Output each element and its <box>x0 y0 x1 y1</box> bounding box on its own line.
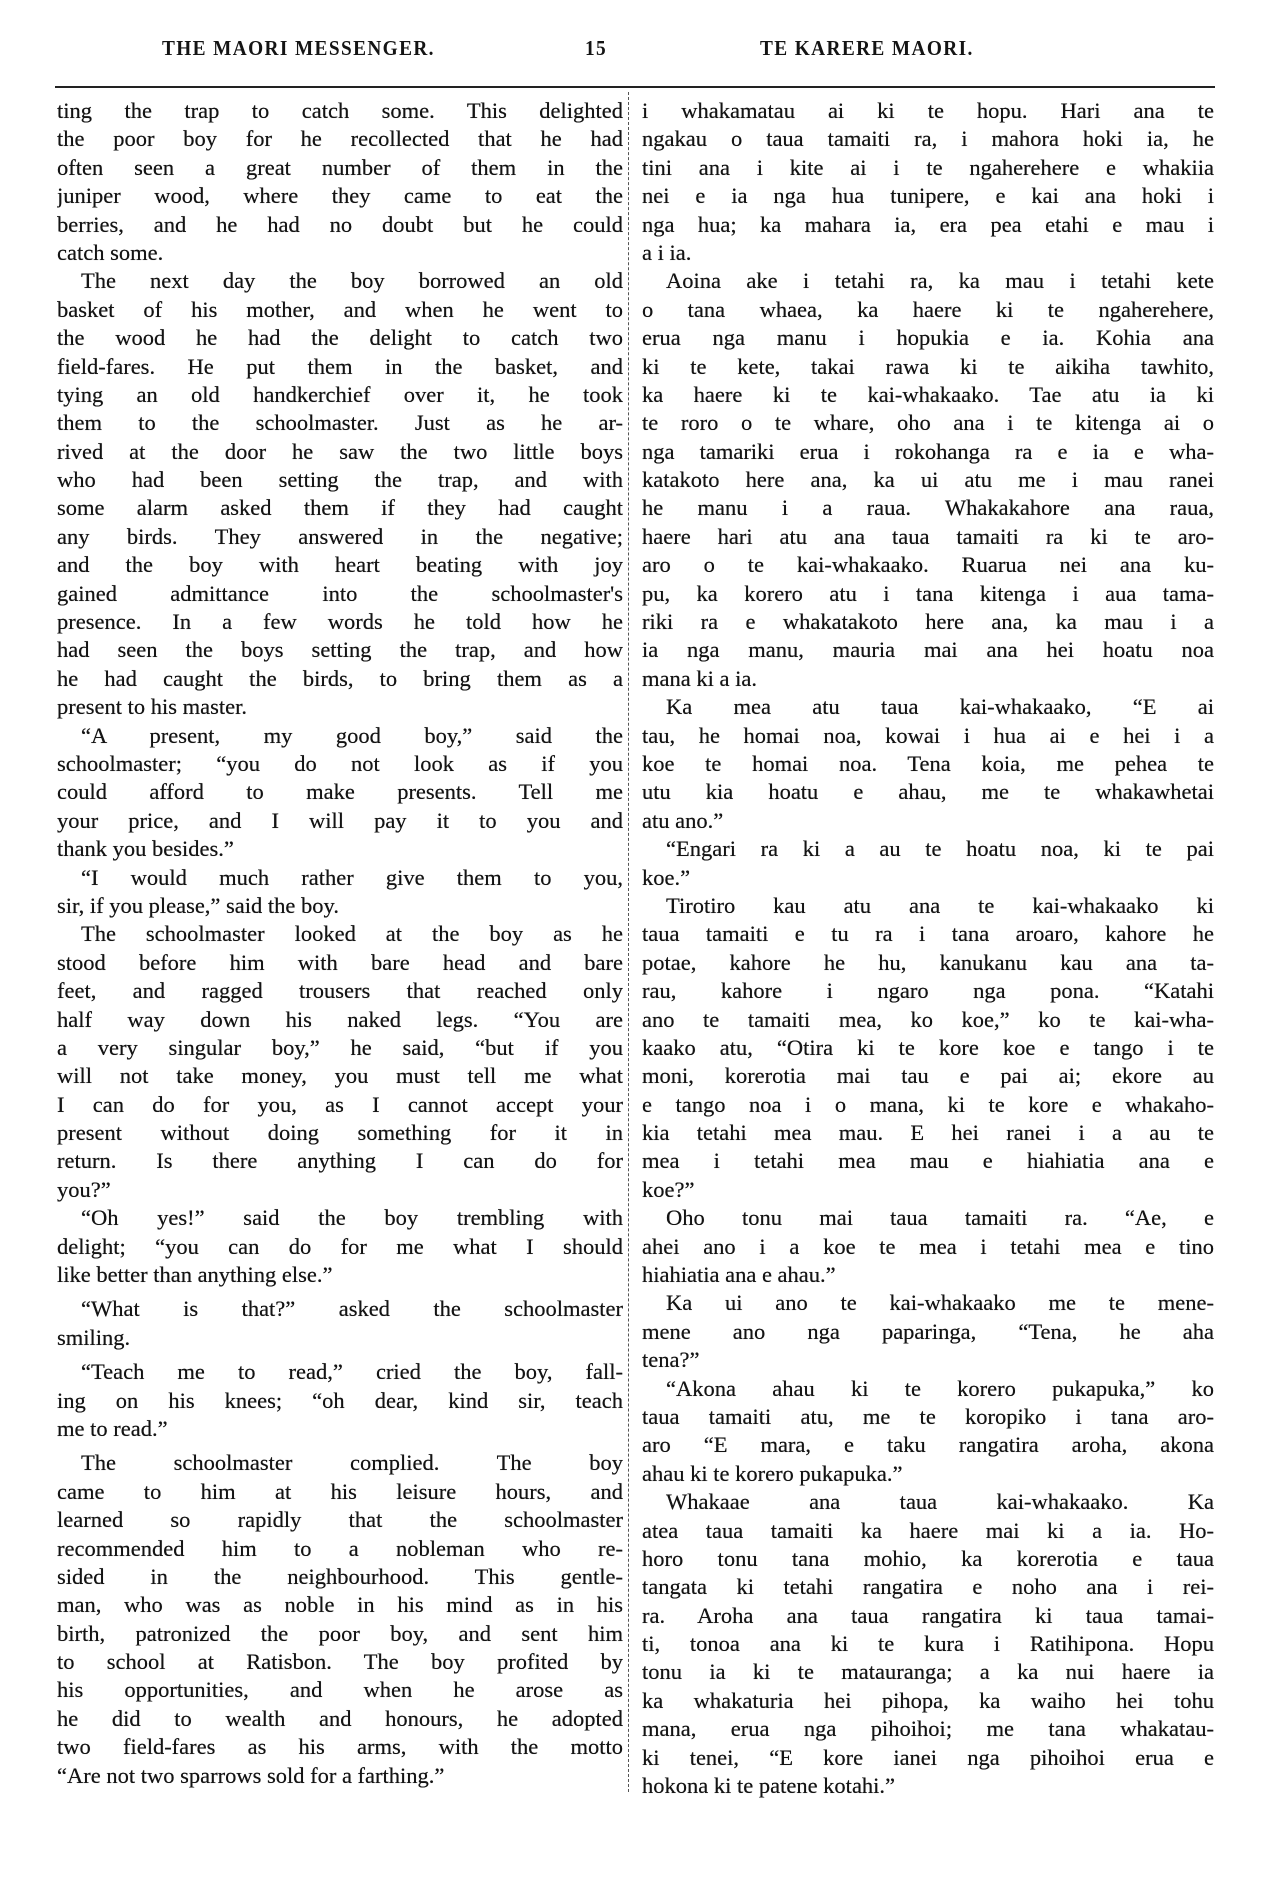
text-line: horo tonu tana mohio, ka korerotia e taua <box>642 1545 1214 1571</box>
text-line: moni, korerotia mai tau e pai ai; ekore au <box>642 1063 1214 1089</box>
text-line: thank you besides.” <box>57 836 234 862</box>
text-line: Ka ui ano te kai-whakaako me te mene- <box>666 1290 1214 1316</box>
text-line: present to his master. <box>57 694 247 720</box>
text-line: recommended him to a nobleman who re- <box>57 1535 623 1561</box>
text-line: sided in the neighbourhood. This gentle- <box>57 1563 623 1589</box>
text-line: taua tamaiti e tu ra i tana aroaro, kahore he <box>642 921 1214 947</box>
text-line: mea i tetahi mea mau e hiahiatia ana e <box>642 1148 1214 1174</box>
text-line: berries, and he had no doubt but he could <box>57 211 623 237</box>
text-line: ra. Aroha ana taua rangatira ki taua tamai- <box>642 1602 1214 1628</box>
text-line: two field-fares as his arms, with the motto <box>57 1734 623 1760</box>
text-line: to school at Ratisbon. The boy profited by <box>57 1649 623 1675</box>
text-line: gained admittance into the schoolmaster's <box>57 580 623 606</box>
text-line: ahei ano i a koe te mea i tetahi mea e tino <box>642 1233 1214 1259</box>
text-line: The next day the boy borrowed an old <box>81 268 623 294</box>
text-line: ka haere ki te kai-whakaako. Tae atu ia ki <box>642 381 1214 407</box>
text-line: tonu ia ki te matauranga; a ka nui haere ia <box>642 1659 1214 1685</box>
text-line: half way down his naked legs. “You are <box>57 1006 623 1032</box>
text-line: ing on his knees; “oh dear, kind sir, teach <box>57 1387 623 1413</box>
text-line: like better than anything else.” <box>57 1262 333 1288</box>
text-line: Ka mea atu taua kai-whakaako, “E ai <box>666 694 1214 720</box>
paragraph <box>642 1488 1214 1800</box>
paragraph <box>57 1358 623 1443</box>
text-line: te roro o te whare, oho ana i te kitenga ai o <box>642 410 1214 436</box>
text-line: tau, he homai noa, kowai i hua ai e hei i a <box>642 722 1214 748</box>
text-line: “Teach me to read,” cried the boy, fall- <box>81 1359 623 1385</box>
text-line: nga hua; ka mahara ia, era pea etahi e mau i <box>642 211 1214 237</box>
text-line: ti, tonoa ana ki te kura i Ratihipona. Hopu <box>642 1631 1214 1657</box>
text-line: me to read.” <box>57 1415 168 1441</box>
text-line: he manu i a raua. Whakakahore ana raua, <box>642 495 1214 521</box>
text-line: o tana whaea, ka haere ki te ngaherehere, <box>642 296 1214 322</box>
text-line: basket of his mother, and when he went to <box>57 296 623 322</box>
paragraph <box>642 1289 1214 1374</box>
text-line: e tango noa i o mana, ki te kore e whakaho- <box>642 1091 1214 1117</box>
text-line: kia tetahi mea mau. E hei ranei i a au te <box>642 1120 1214 1146</box>
text-line: utu kia hoatu e ahau, me te whakawhetai <box>642 779 1214 805</box>
text-line: the wood he had the delight to catch two <box>57 325 623 351</box>
text-line: mana, erua nga pihoihoi; me tana whakatau- <box>642 1716 1214 1742</box>
paragraph <box>57 722 623 864</box>
text-line: juniper wood, where they came to eat the <box>57 183 623 209</box>
text-line: atu ano.” <box>642 807 724 833</box>
text-line: and the boy with heart beating with joy <box>57 552 623 578</box>
paragraph <box>642 97 1214 267</box>
text-line: any birds. They answered in the negative; <box>57 523 623 549</box>
paragraph <box>642 1204 1214 1289</box>
text-line: koe.” <box>642 864 691 890</box>
text-line: the poor boy for he recollected that he had <box>57 126 623 152</box>
text-line: often seen a great number of them in the <box>57 154 623 180</box>
text-line: tying an old handkerchief over it, he took <box>57 381 623 407</box>
text-line: smiling. <box>57 1324 131 1350</box>
text-line: Oho tonu mai taua tamaiti ra. “Ae, e <box>666 1205 1214 1231</box>
text-line: kaako atu, “Otira ki te kore koe e tango i te <box>642 1034 1214 1060</box>
text-line: aro “E mara, e taku rangatira aroha, akona <box>642 1432 1214 1458</box>
text-line: learned so rapidly that the schoolmaster <box>57 1507 623 1533</box>
text-line: he did to wealth and honours, he adopted <box>57 1705 623 1731</box>
text-line: “A present, my good boy,” said the <box>81 722 623 748</box>
text-line: ia nga manu, mauria mai ana hei hoatu noa <box>642 637 1214 663</box>
text-line: “What is that?” asked the schoolmaster <box>81 1296 623 1322</box>
text-line: atea taua tamaiti ka haere mai ki a ia. Ho- <box>642 1517 1214 1543</box>
text-line: could afford to make presents. Tell me <box>57 779 623 805</box>
text-line: “I would much rather give them to you, <box>81 864 623 890</box>
paragraph <box>642 835 1214 892</box>
text-line: a very singular boy,” he said, “but if you <box>57 1034 623 1060</box>
text-line: erua nga manu i hopukia e ia. Kohia ana <box>642 325 1214 351</box>
text-line: present without doing something for it in <box>57 1120 623 1146</box>
text-line: man, who was as noble in his mind as in his <box>57 1592 623 1618</box>
text-line: “Akona ahau ki te korero pukapuka,” ko <box>666 1375 1214 1401</box>
text-line: catch some. <box>57 239 164 265</box>
text-line: your price, and I will pay it to you and <box>57 807 623 833</box>
text-line: field-fares. He put them in the basket, and <box>57 353 623 379</box>
paragraph <box>642 892 1214 1204</box>
text-line: a i ia. <box>642 239 692 265</box>
text-line: haere hari atu ana taua tamaiti ra ki te aro- <box>642 523 1214 549</box>
text-line: tini ana i kite ai i te ngaherehere e whakiia <box>642 154 1214 180</box>
text-line: birth, patronized the poor boy, and sent him <box>57 1620 623 1646</box>
paragraph <box>57 920 623 1204</box>
text-line: return. Is there anything I can do for <box>57 1148 623 1174</box>
english-masthead-title: THE MAORI MESSENGER. <box>162 36 435 60</box>
text-line: mene ano nga paparinga, “Tena, he aha <box>642 1318 1214 1344</box>
english-column <box>57 97 623 1790</box>
text-line: rau, kahore i ngaro nga pona. “Katahi <box>642 978 1214 1004</box>
text-line: who had been setting the trap, and with <box>57 467 623 493</box>
paragraph <box>57 1204 623 1289</box>
text-line: potae, kahore he hu, kanukanu kau ana ta- <box>642 949 1214 975</box>
text-line: pu, ka korero atu i tana kitenga i aua tama- <box>642 580 1214 606</box>
text-line: katakoto here ana, ka ui atu me i mau ranei <box>642 467 1214 493</box>
text-line: koe?” <box>642 1176 695 1202</box>
text-line: koe te homai noa. Tena koia, me pehea te <box>642 750 1214 776</box>
text-line: delight; “you can do for me what I should <box>57 1233 623 1259</box>
paragraph <box>642 1375 1214 1489</box>
paragraph <box>57 97 623 267</box>
text-line: “Are not two sparrows sold for a farthing.” <box>57 1762 445 1788</box>
maori-column <box>642 97 1214 1800</box>
text-line: stood before him with bare head and bare <box>57 949 623 975</box>
text-line: you?” <box>57 1176 111 1202</box>
text-line: some alarm asked them if they had caught <box>57 495 623 521</box>
text-line: Tirotiro kau atu ana te kai-whakaako ki <box>666 892 1214 918</box>
text-line: tangata ki tetahi rangatira e noho ana i rei- <box>642 1574 1214 1600</box>
text-line: mana ki a ia. <box>642 665 757 691</box>
text-line: hiahiatia ana e ahau.” <box>642 1262 836 1288</box>
page-header <box>60 36 1210 66</box>
paragraph <box>642 267 1214 693</box>
text-line: sir, if you please,” said the boy. <box>57 892 339 918</box>
page-number: 15 <box>585 36 608 60</box>
text-line: he had caught the birds, to bring them as a <box>57 665 623 691</box>
text-line: “Engari ra ki a au te hoatu noa, ki te pai <box>666 836 1214 862</box>
column-divider <box>628 92 629 1792</box>
text-line: I can do for you, as I cannot accept your <box>57 1091 623 1117</box>
text-line: taua tamaiti atu, me te koropiko i tana aro- <box>642 1403 1214 1429</box>
text-line: i whakamatau ai ki te hopu. Hari ana te <box>642 98 1214 123</box>
text-line: nei e ia nga hua tunipere, e kai ana hoki i <box>642 183 1214 209</box>
paragraph <box>57 1449 623 1790</box>
text-line: his opportunities, and when he arose as <box>57 1677 623 1703</box>
text-line: aro o te kai-whakaako. Ruarua nei ana ku- <box>642 552 1214 578</box>
paragraph <box>57 267 623 721</box>
text-line: Whakaae ana taua kai-whakaako. Ka <box>666 1489 1214 1515</box>
header-rule <box>55 86 1215 88</box>
text-line: The schoolmaster complied. The boy <box>81 1450 623 1476</box>
text-line: riki ra e whakatakoto here ana, ka mau i a <box>642 609 1214 635</box>
text-line: presence. In a few words he told how he <box>57 609 623 635</box>
text-line: Aoina ake i tetahi ra, ka mau i tetahi kete <box>666 268 1214 294</box>
text-line: came to him at his leisure hours, and <box>57 1478 623 1504</box>
text-line: ki tenei, “E kore ianei nga pihoihoi erua e <box>642 1744 1214 1770</box>
text-line: ahau ki te korero pukapuka.” <box>642 1460 903 1486</box>
text-line: had seen the boys setting the trap, and how <box>57 637 623 663</box>
text-line: schoolmaster; “you do not look as if you <box>57 750 623 776</box>
text-line: ki te kete, takai rawa ki te aikiha tawhito, <box>642 353 1214 379</box>
paragraph <box>642 693 1214 835</box>
paragraph <box>57 864 623 921</box>
text-line: ano te tamaiti mea, ko koe,” ko te kai-wha- <box>642 1006 1214 1032</box>
text-line: “Oh yes!” said the boy trembling with <box>81 1205 623 1231</box>
text-line: feet, and ragged trousers that reached only <box>57 978 623 1004</box>
paragraph <box>57 1295 623 1352</box>
text-line: rived at the door he saw the two little boys <box>57 438 623 464</box>
text-line: them to the schoolmaster. Just as he ar- <box>57 410 623 436</box>
text-line: nga tamariki erua i rokohanga ra e ia e wha- <box>642 438 1214 464</box>
text-line: The schoolmaster looked at the boy as he <box>81 921 623 947</box>
text-line: will not take money, you must tell me what <box>57 1063 623 1089</box>
maori-masthead-title: TE KARERE MAORI. <box>760 36 974 60</box>
text-line: hokona ki te patene kotahi.” <box>642 1773 896 1799</box>
text-line: ting the trap to catch some. This delighted <box>57 98 623 123</box>
text-line: ka whakaturia hei pihopa, ka waiho hei tohu <box>642 1687 1214 1713</box>
text-line: ngakau o taua tamaiti ra, i mahora hoki ia, he <box>642 126 1214 152</box>
text-line: tena?” <box>642 1347 700 1373</box>
